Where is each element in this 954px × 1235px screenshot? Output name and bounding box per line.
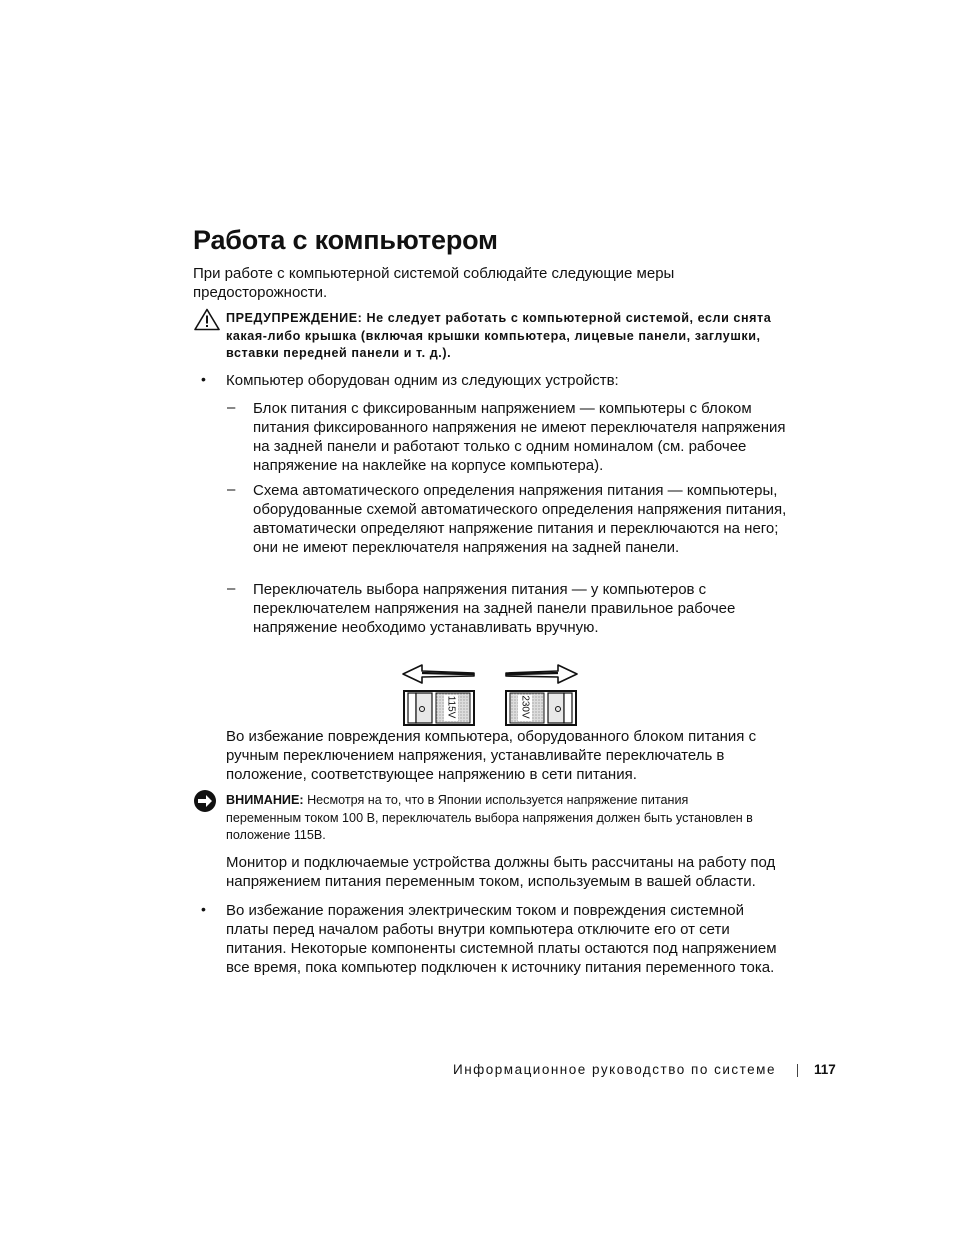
dash-marker: – [227, 580, 236, 597]
switch-115v [404, 691, 474, 725]
voltage-switch-illustration [400, 660, 580, 728]
warning-text: ПРЕДУПРЕЖДЕНИЕ: Не следует работать с компьютерной системой, если снята какая-либо крышка (включая крышки компьютера, лицевые панели, заглушки, вставки передней панели и т. д.). [226, 311, 772, 360]
footer-guide-title: Информационное руководство по системе [453, 1062, 776, 1077]
arrow-left-icon [403, 665, 474, 683]
notice-block [226, 792, 761, 845]
after-figure-paragraph: Во избежание повреждения компьютера, оборудованного блоком питания с ручным переключением напряжения, устанавливайте переключатель в положение, соответствующее напряжению в сети питания. [226, 728, 757, 783]
intro-paragraph: При работе с компьютерной системой соблюдайте следующие меры предосторожности. [193, 265, 675, 301]
monitor-paragraph: Монитор и подключаемые устройства должны быть рассчитаны на работу под напряжением питания переменным током, используемым в вашей области. [226, 854, 776, 890]
switch-label-115v: 115V [445, 695, 457, 719]
dash-marker: – [227, 481, 236, 498]
dash-marker: – [227, 399, 236, 416]
subitem-text: Переключатель выбора напряжения питания — у компьютеров с переключателем напряжения на задней панели правильное рабочее напряжение необходимо устанавливать вручную. [253, 581, 736, 636]
warning-triangle-icon [194, 308, 220, 336]
page-number: 117 [814, 1062, 836, 1077]
switch-230v [506, 691, 576, 725]
notice-label: ВНИМАНИЕ: [226, 793, 304, 807]
bullet-marker: • [201, 371, 206, 387]
bullet-text: Во избежание поражения электрическим током и повреждения системной платы перед началом работы внутри компьютера отключите его от сети питания. Некоторые компоненты системной платы остаются под напряжением все время, пока компьютер подключен к источнику питания переменного тока. [226, 902, 777, 976]
page-title: Работа с компьютером [193, 225, 498, 255]
voltage-switch-figure [400, 660, 580, 728]
bullet-text: Компьютер оборудован одним из следующих устройств: [226, 372, 619, 389]
notice-arrow-icon [193, 789, 217, 818]
subitem-text: Блок питания с фиксированным напряжением — компьютеры с блоком питания фиксированного напряжения не имеют переключателя напряжения на задней панели и работают только с одним номиналом (см. рабочее напряжение на наклейке на корпусе компьютера). [253, 400, 786, 474]
switch-label-230v: 230V [519, 695, 531, 719]
arrow-right-icon [506, 665, 577, 683]
footer-separator [797, 1064, 798, 1077]
subitem-text: Схема автоматического определения напряжения питания — компьютеры, оборудованные схемой автоматического определения напряжения питания, автоматически определяют напряжение питания и переключаются на него; они не имеют переключателя напряжения на задней панели. [253, 482, 787, 556]
notice-text: Несмотря на то, что в Японии используется напряжение питания переменным током 100 В, переключатель выбора напряжения должен быть установлен в положение 115В. [226, 793, 753, 842]
bullet-marker: • [201, 901, 206, 917]
